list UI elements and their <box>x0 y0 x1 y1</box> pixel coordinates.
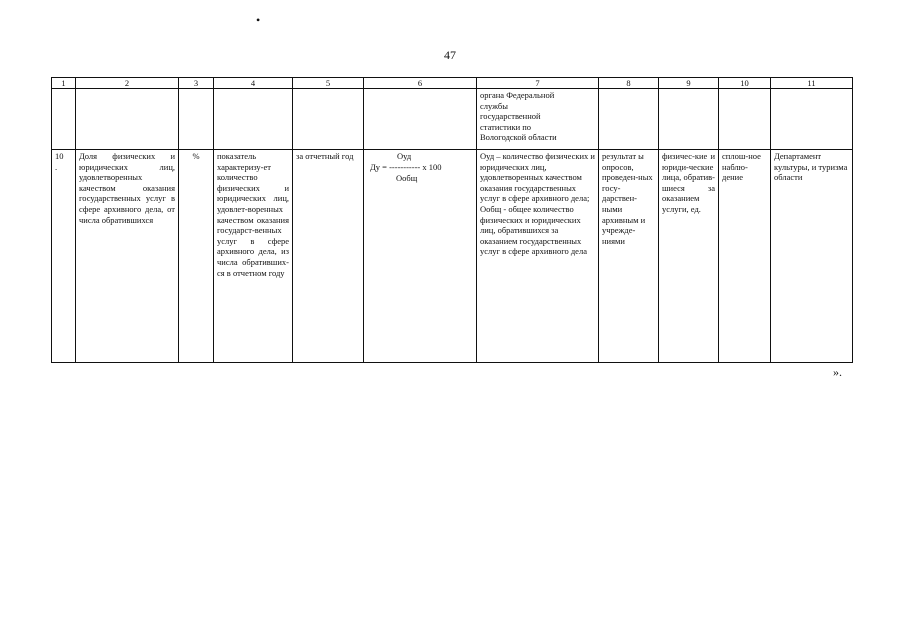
formula-line: Ду = ----------- х 100 <box>370 162 442 172</box>
responsible: Департамент культуры, и туризма области <box>771 150 853 363</box>
closing-quote: ». <box>833 365 842 379</box>
variables-description: Оуд – количество физических и юридических лиц, удовлетворенных качеством оказания государственных услуг в сфере архивного дела; Oобщ - общее количество физических и юридических лиц, обратившихся за оказанием государственных услуг в сфере архивного дела <box>477 150 599 363</box>
period: за отчетный год <box>293 150 364 363</box>
column-number-row <box>52 78 853 89</box>
indicator-name: Доля физических и юридических лиц, удовлетворенных качеством оказания государственных услуг в сфере архивного дела, от числа обратившихся <box>76 150 179 363</box>
formula-numerator: Оуд <box>397 151 412 161</box>
indicator-definition: показатель характеризу-ет количество физических и юридических лиц, удовлет-воренных качеством оказания государст-венных услуг в сфере архивного дела, из числа обративших-ся в отчетном году <box>214 150 293 363</box>
row-number: 10 . <box>52 150 76 363</box>
column-number: 10 <box>719 78 771 89</box>
column-number: 6 <box>364 78 477 89</box>
formula-cell <box>364 150 477 363</box>
unit: % <box>179 150 214 363</box>
method: сплош-ное наблю-дение <box>719 150 771 363</box>
table-row <box>52 150 853 363</box>
column-number: 8 <box>599 78 659 89</box>
column-number: 11 <box>771 78 853 89</box>
indicators-table <box>51 77 853 363</box>
column-number: 5 <box>293 78 364 89</box>
column-number: 1 <box>52 78 76 89</box>
page-number: 47 <box>444 48 456 62</box>
population: физичес-кие и юриди-ческие лица, обратив-шиеся за оказанием услуги, ед. <box>659 150 719 363</box>
formula <box>367 151 473 185</box>
stray-mark: • <box>256 13 261 27</box>
column-number: 3 <box>179 78 214 89</box>
column-number: 7 <box>477 78 599 89</box>
data-source: результат ы опросов, проведен-ных госу-дарствен-ными архивным и учрежде-ниями <box>599 150 659 363</box>
formula-denominator: Oобщ <box>396 173 418 183</box>
continuation-text: органа Федеральной службы государственной статистики по Вологодской области <box>477 89 599 150</box>
column-number: 9 <box>659 78 719 89</box>
column-number: 4 <box>214 78 293 89</box>
column-number: 2 <box>76 78 179 89</box>
continuation-row <box>52 89 853 150</box>
